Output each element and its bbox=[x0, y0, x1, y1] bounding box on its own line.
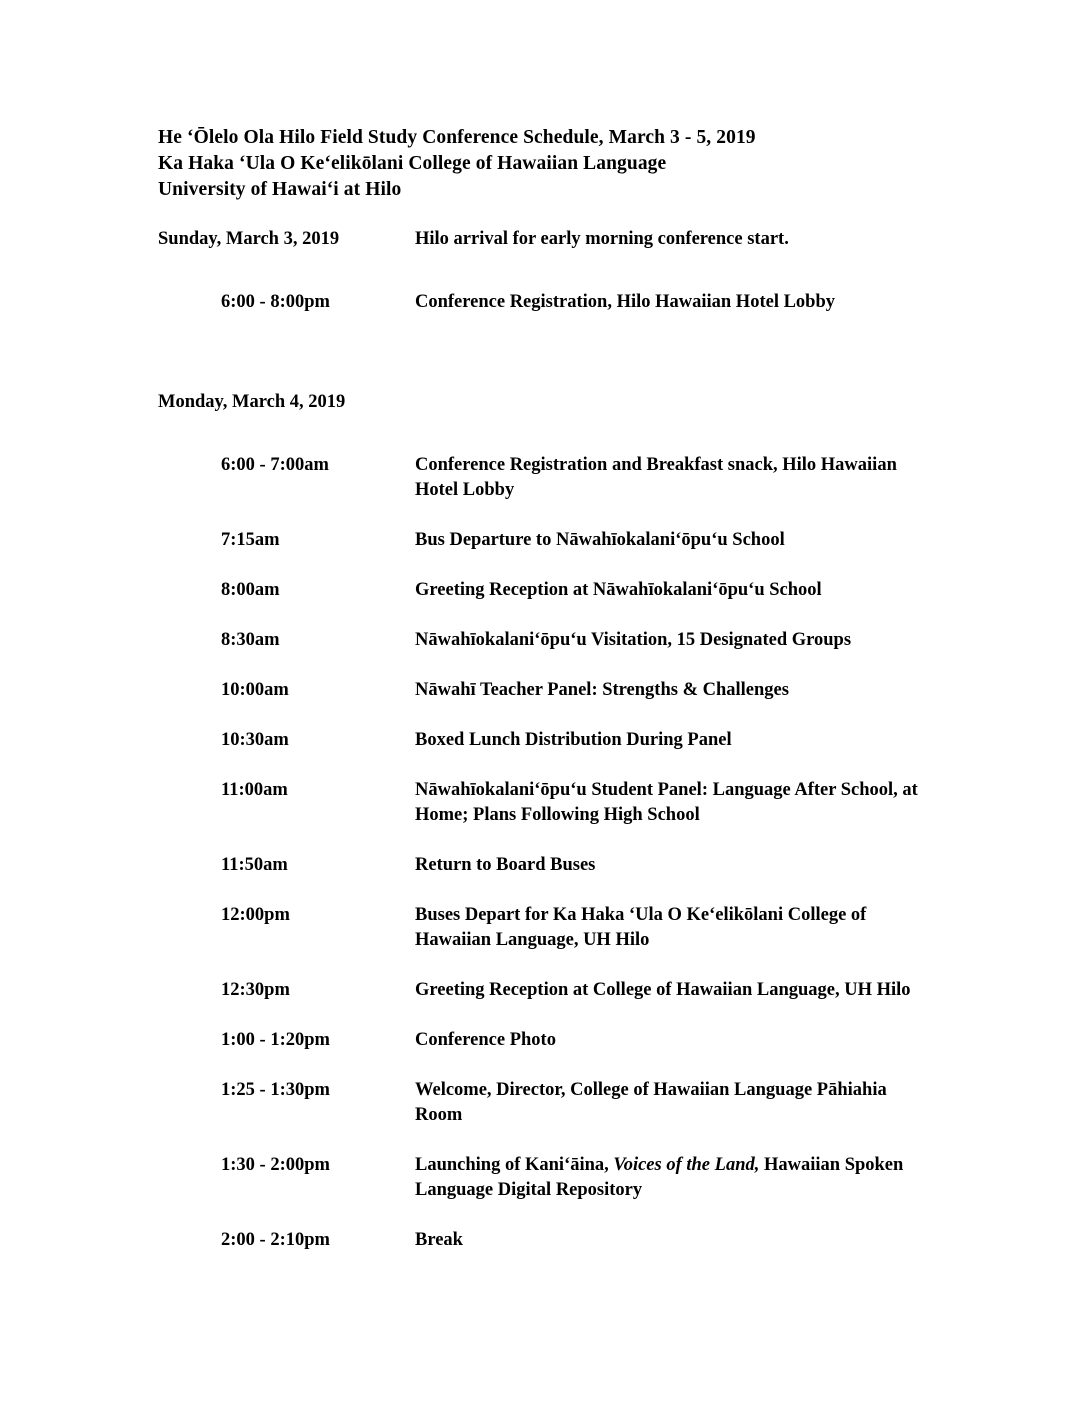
day-header bbox=[158, 390, 958, 415]
row-time: 11:50am bbox=[221, 855, 288, 875]
document-content bbox=[158, 125, 958, 1253]
row-time: 12:30pm bbox=[221, 980, 290, 1000]
row-description: Return to Board Buses bbox=[415, 855, 596, 875]
row-time: 1:00 - 1:20pm bbox=[221, 1030, 330, 1050]
row-time: 1:25 - 1:30pm bbox=[221, 1080, 330, 1100]
schedule-row bbox=[158, 1028, 958, 1053]
row-description: Bus Departure to Nāwahīokalaniʻōpuʻu School bbox=[415, 530, 785, 550]
row-description: Conference Registration, Hilo Hawaiian Hotel Lobby bbox=[415, 292, 835, 312]
row-time: 1:30 - 2:00pm bbox=[221, 1155, 330, 1175]
row-description: Nāwahīokalaniʻōpuʻu Visitation, 15 Designated Groups bbox=[415, 630, 852, 650]
row-description-post: Hawaiian Spoken Language Digital Repository bbox=[415, 1155, 904, 1200]
row-description bbox=[415, 1153, 935, 1203]
row-description: Buses Depart for Ka Haka ʻUla O Keʻelikōlani College of Hawaiian Language, UH Hilo bbox=[415, 905, 867, 950]
row-description-italic: Voices of the Land, bbox=[613, 1155, 760, 1175]
row-description: Greeting Reception at College of Hawaiian Language, UH Hilo bbox=[415, 980, 911, 1000]
schedule-row bbox=[158, 578, 958, 603]
row-description: Nāwahī Teacher Panel: Strengths & Challenges bbox=[415, 680, 789, 700]
row-time: 6:00 - 8:00pm bbox=[221, 292, 330, 312]
schedule-row bbox=[158, 453, 958, 503]
row-time: 6:00 - 7:00am bbox=[221, 455, 329, 475]
schedule-row bbox=[158, 778, 958, 828]
row-description: Nāwahīokalaniʻōpuʻu Student Panel: Language After School, at Home; Plans Following High School bbox=[415, 780, 918, 825]
row-time: 10:30am bbox=[221, 730, 289, 750]
schedule-row bbox=[158, 853, 958, 878]
row-time: 8:30am bbox=[221, 630, 280, 650]
schedule-row bbox=[158, 678, 958, 703]
row-description: Greeting Reception at Nāwahīokalaniʻōpuʻu School bbox=[415, 580, 822, 600]
schedule-row bbox=[158, 290, 958, 315]
row-time: 8:00am bbox=[221, 580, 280, 600]
day-description: Hilo arrival for early morning conference start. bbox=[415, 229, 789, 249]
day-label: Monday, March 4, 2019 bbox=[158, 392, 346, 412]
title-line-2: Ka Haka ʻUla O Keʻelikōlani College of Hawaiian Language bbox=[158, 153, 667, 174]
title-line-3: University of Hawaiʻi at Hilo bbox=[158, 179, 402, 200]
schedule-row bbox=[158, 1078, 958, 1128]
row-time: 11:00am bbox=[221, 780, 288, 800]
day-header bbox=[158, 227, 958, 252]
schedule-row bbox=[158, 1228, 958, 1253]
page-title bbox=[158, 125, 958, 203]
row-description: Welcome, Director, College of Hawaiian Language Pāhiahia Room bbox=[415, 1080, 887, 1125]
row-time: 10:00am bbox=[221, 680, 289, 700]
schedule-row bbox=[158, 978, 958, 1003]
title-line-1: He ʻŌlelo Ola Hilo Field Study Conference Schedule, March 3 - 5, 2019 bbox=[158, 127, 756, 148]
row-time: 7:15am bbox=[221, 530, 280, 550]
schedule-row bbox=[158, 628, 958, 653]
schedule-row bbox=[158, 903, 958, 953]
schedule-row bbox=[158, 728, 958, 753]
day-block-sunday bbox=[158, 227, 958, 315]
row-time: 2:00 - 2:10pm bbox=[221, 1230, 330, 1250]
row-description-pre: Launching of Kaniʻāina, bbox=[415, 1155, 614, 1175]
schedule-row bbox=[158, 1153, 958, 1203]
day-block-monday bbox=[158, 390, 958, 1253]
row-description: Conference Photo bbox=[415, 1030, 556, 1050]
schedule-row bbox=[158, 528, 958, 553]
row-time: 12:00pm bbox=[221, 905, 290, 925]
row-description: Break bbox=[415, 1230, 463, 1250]
row-description: Conference Registration and Breakfast snack, Hilo Hawaiian Hotel Lobby bbox=[415, 455, 897, 500]
row-description: Boxed Lunch Distribution During Panel bbox=[415, 730, 732, 750]
day-label: Sunday, March 3, 2019 bbox=[158, 229, 340, 249]
